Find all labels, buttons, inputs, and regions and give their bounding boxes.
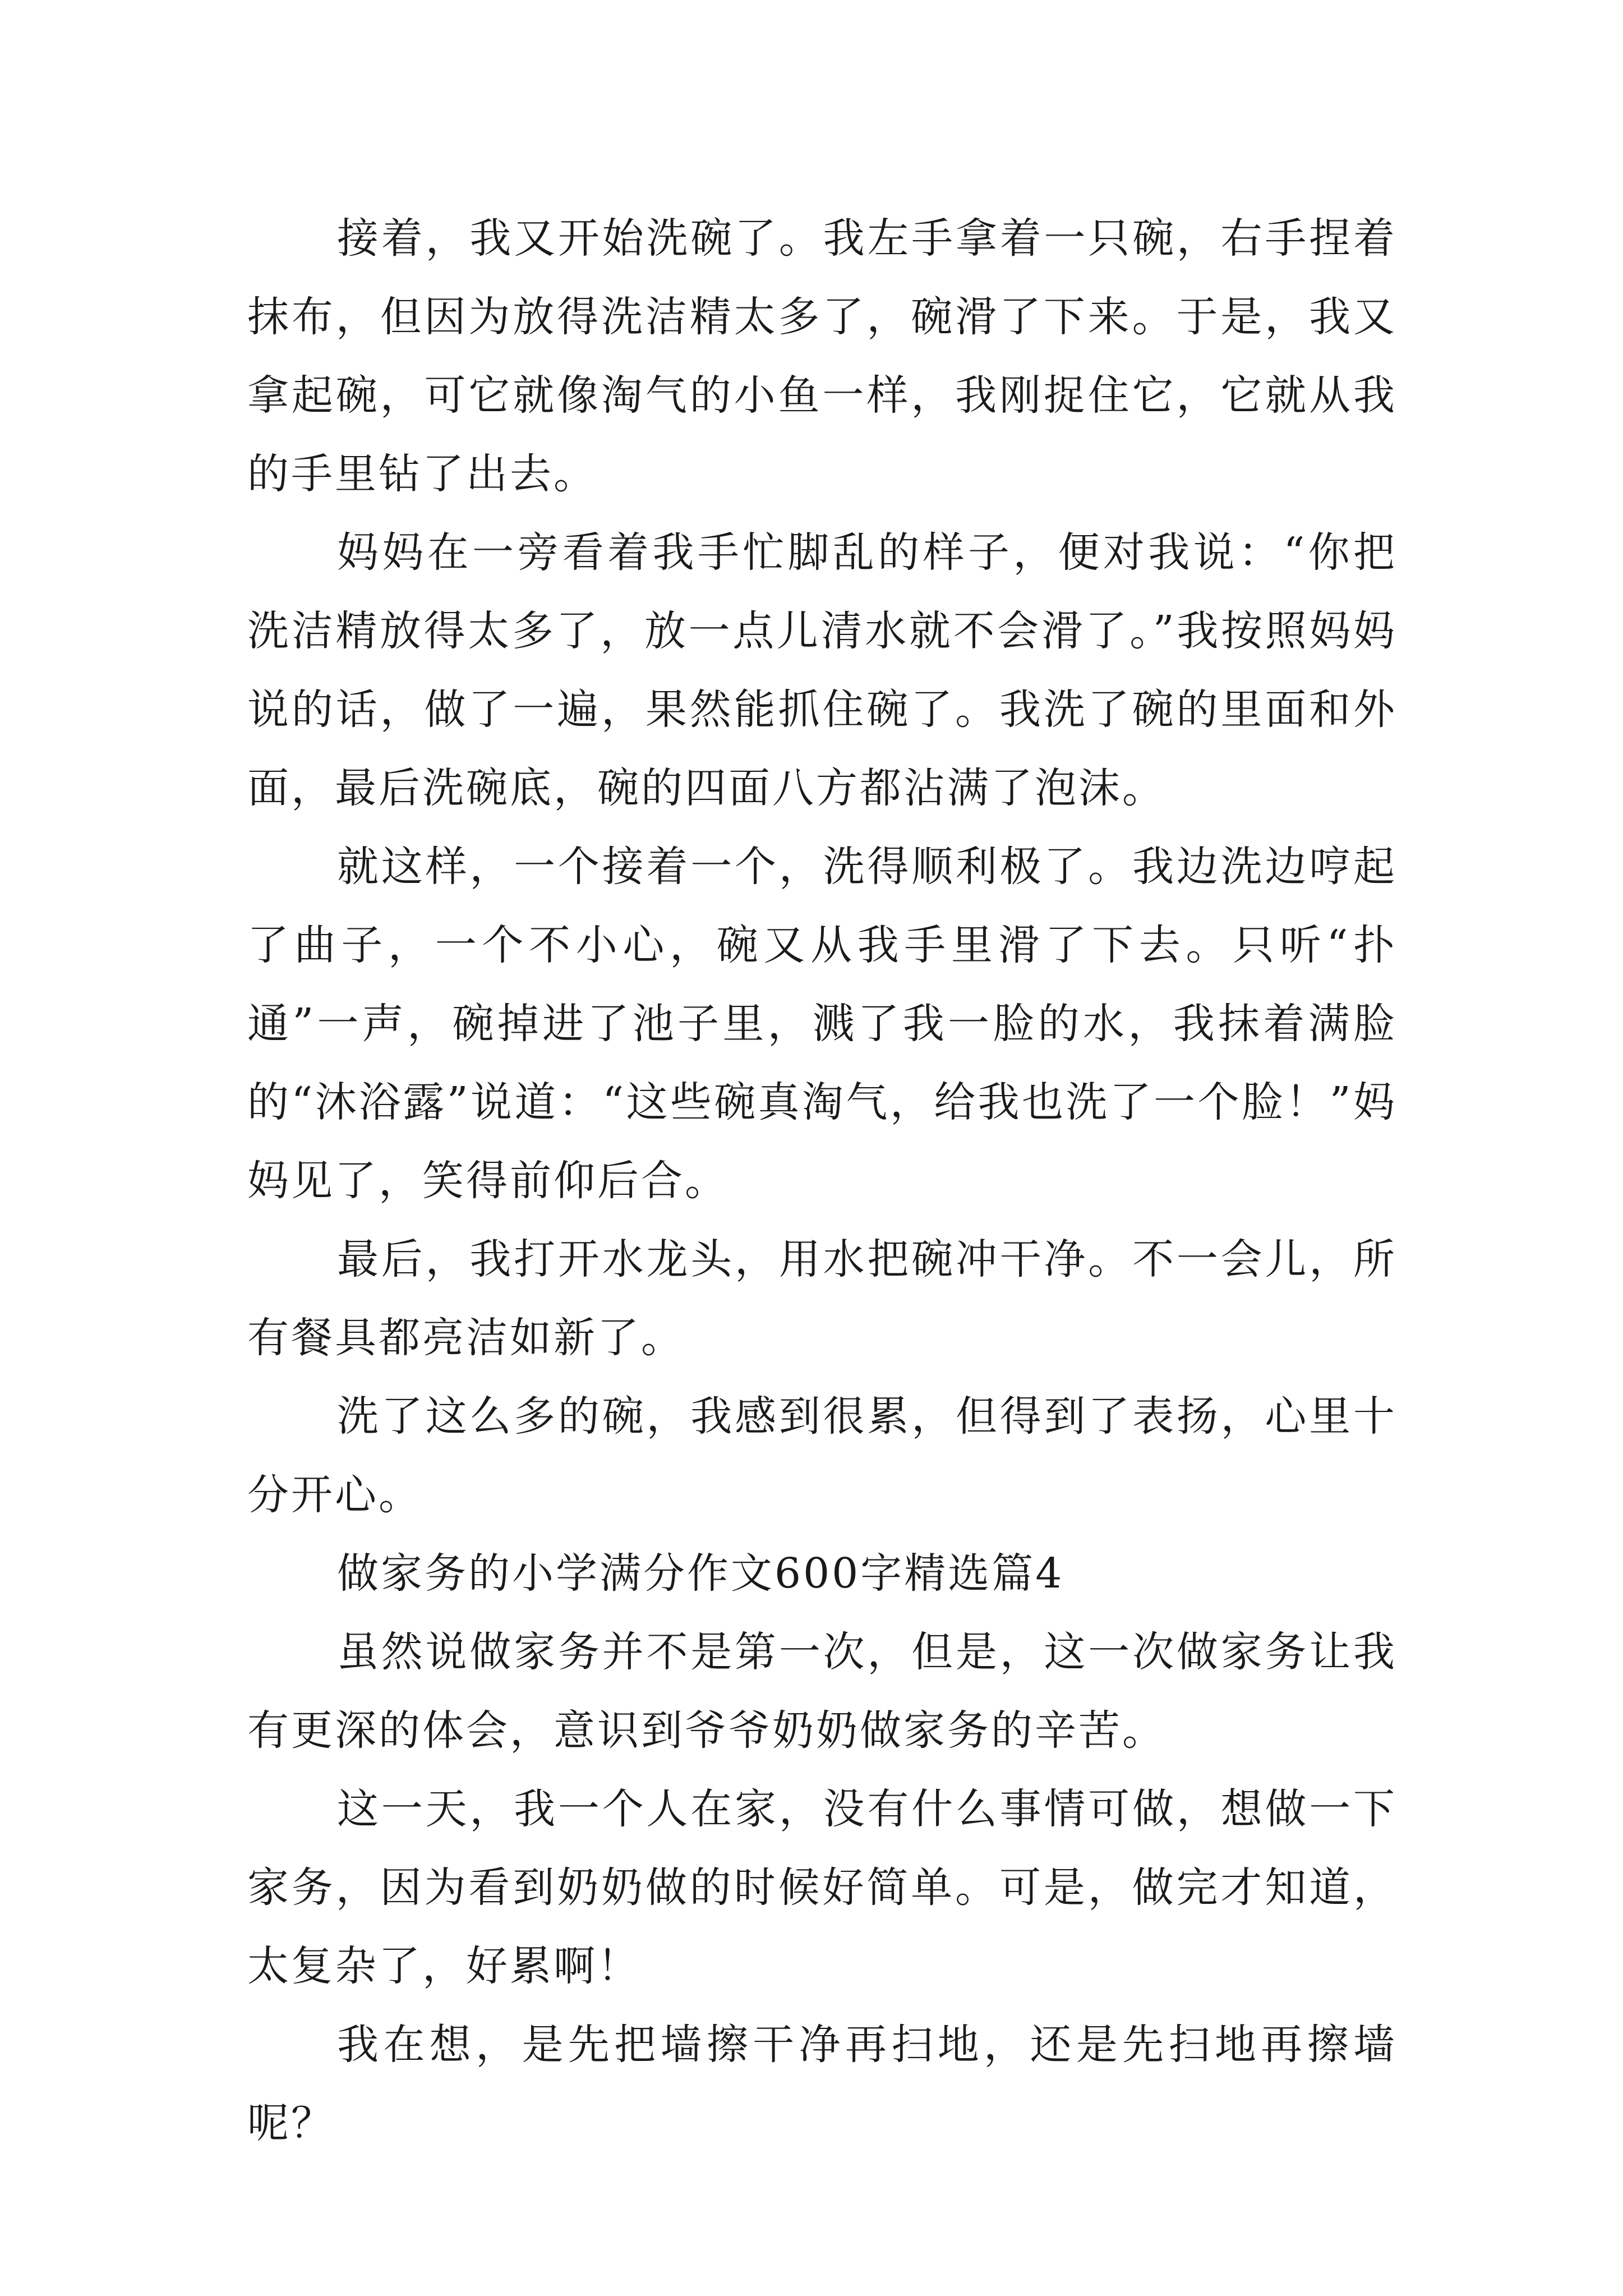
section-heading: 做家务的小学满分作文600字精选篇4 bbox=[337, 1549, 1064, 1598]
document-body bbox=[247, 199, 1397, 2162]
paragraph-7: 这一天，我一个人在家，没有什么事情可做，想做一下家务，因为看到奶奶做的时候好简单。可是，做完才知道，太复杂了，好累啊！ bbox=[247, 1785, 1397, 1990]
paragraph-4: 最后，我打开水龙头，用水把碗冲干净。不一会儿，所有餐具都亮洁如新了。 bbox=[247, 1235, 1397, 1362]
paragraph-1: 接着，我又开始洗碗了。我左手拿着一只碗，右手捏着抹布，但因为放得洗洁精太多了，碗滑了下来。于是，我又拿起碗，可它就像淘气的小鱼一样，我刚捉住它，它就从我的手里钻了出去。 bbox=[247, 214, 1397, 498]
paragraph-3: 就这样，一个接着一个，洗得顺利极了。我边洗边哼起了曲子，一个不小心，碗又从我手里滑了下去。只听“扑通”一声，碗掉进了池子里，溅了我一脸的水，我抹着满脸的“沐浴露”说道：“这些碗真淘气，给我也洗了一个脸！”妈妈见了，笑得前仰后合。 bbox=[247, 843, 1397, 1205]
paragraph-2: 妈妈在一旁看着我手忙脚乱的样子，便对我说：“你把洗洁精放得太多了，放一点儿清水就不会滑了。”我按照妈妈说的话，做了一遍，果然能抓住碗了。我洗了碗的里面和外面，最后洗碗底，碗的四面八方都沾满了泡沫。 bbox=[247, 528, 1397, 812]
paragraph-8: 我在想，是先把墙擦干净再扫地，还是先扫地再擦墙呢？ bbox=[247, 2021, 1397, 2147]
paragraph-6: 虽然说做家务并不是第一次，但是，这一次做家务让我有更深的体会，意识到爷爷奶奶做家务的辛苦。 bbox=[247, 1628, 1397, 1755]
paragraph-5: 洗了这么多的碗，我感到很累，但得到了表扬，心里十分开心。 bbox=[247, 1392, 1397, 1519]
